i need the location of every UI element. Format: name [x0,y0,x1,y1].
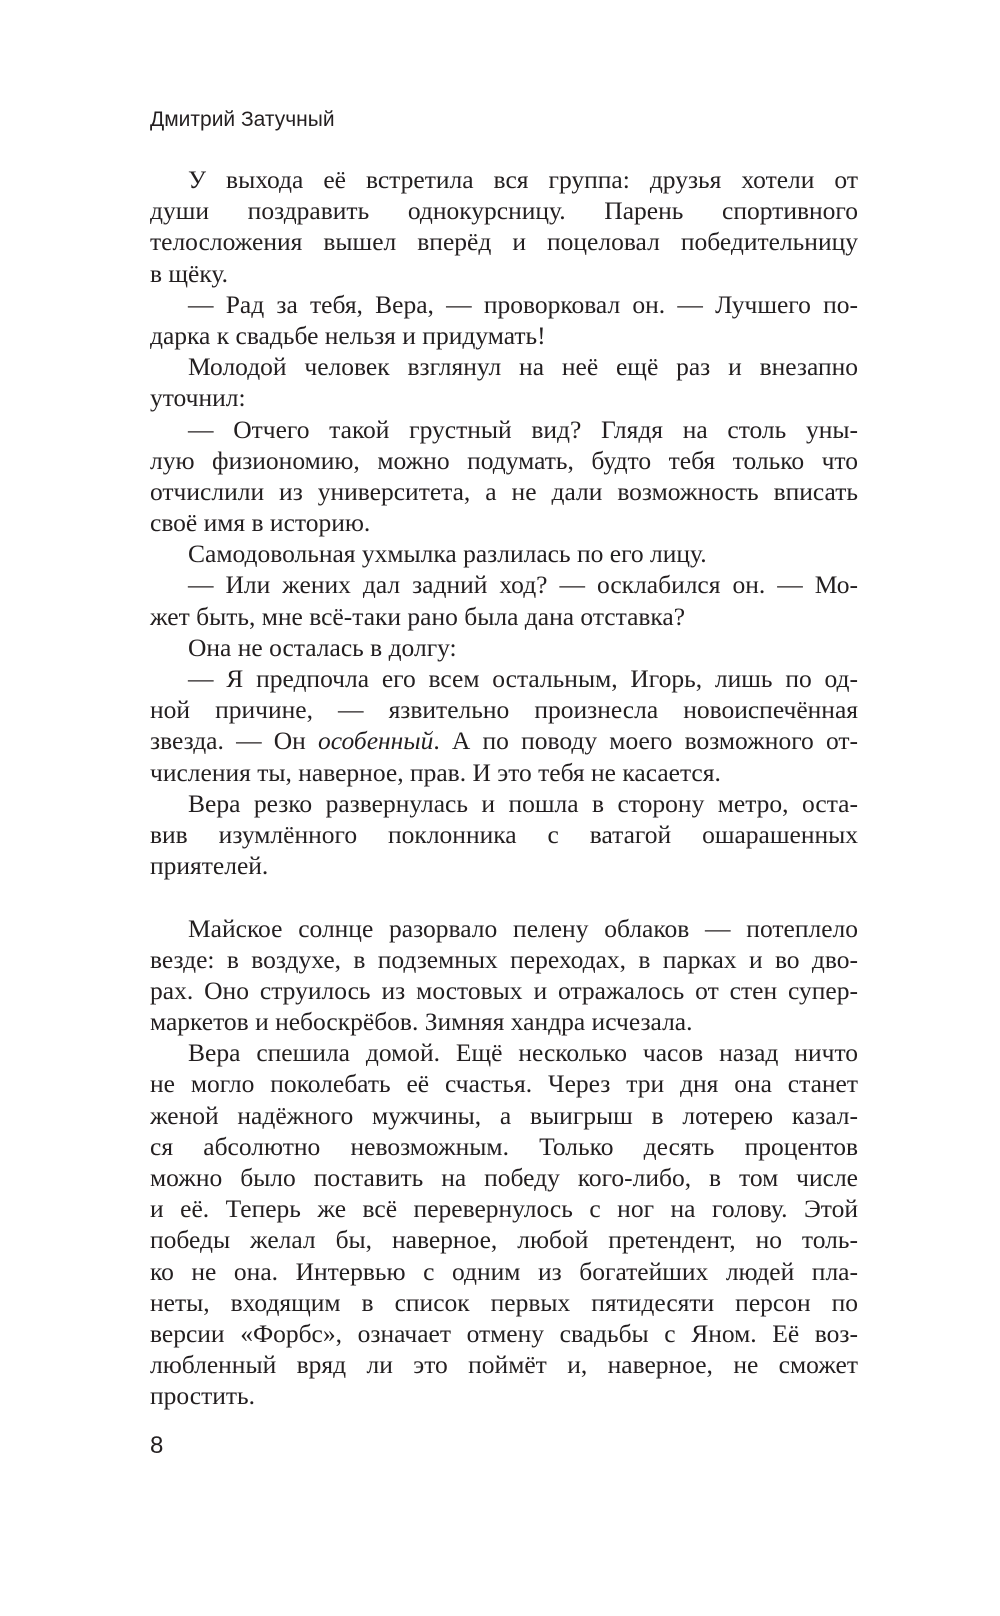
body-text [150,164,858,1412]
text-line: любленный вряд ли это поймёт и, наверное, не сможет [150,1350,858,1380]
text-line: не могло поколебать её счастья. Через три дня она станет [150,1069,858,1099]
text-line: — Отчего такой грустный вид? Глядя на столь уны- [188,414,858,444]
text-line: лую физиономию, можно подумать, будто тебя только что [150,445,858,475]
text-line: женой надёжного мужчины, а выигрыш в лотерею казал- [150,1100,858,1130]
text-line: можно было поставить на победу кого-либо, в том числе [150,1163,858,1192]
text-line: рах. Оно струилось из мостовых и отражалось от стен супер- [150,975,858,1005]
text-line: везде: в воздухе, в подземных переходах, в парках и во дво- [150,944,858,974]
italic-emphasis: особенный [318,726,434,756]
page-number: 8 [150,1432,164,1459]
text-line: Она не осталась в долгу: [188,632,457,662]
text-line: дарка к свадьбе нельзя и придумать! [150,320,546,350]
text-line: простить. [150,1381,256,1411]
text-line: вив изумлённого поклонника с ватагой ошарашенных [150,819,858,849]
text-line: Вера спешила домой. Ещё несколько часов назад ничто [188,1038,858,1068]
text-line: — Или жених дал задний ход? — осклабился он. — Мо- [188,570,858,600]
text-line: жет быть, мне всё-таки рано была дана отставка? [150,601,686,631]
text-line: — Рад за тебя, Вера, — проворковал он. — Лучшего по- [188,289,858,319]
text-line: версии «Форбс», означает отмену свадьбы с Яном. Её воз- [150,1318,858,1348]
text-line: ной причине, — язвительно произнесла новоиспечённая [150,695,858,725]
text-line: и её. Теперь же всё перевернулось с ног на голову. Этой [150,1194,858,1224]
text-line: — Я предпочла его всем остальным, Игорь, лишь по од- [188,664,858,693]
text-line: в щёку. [150,258,228,288]
text-line: отчислили из университета, а не дали возможность вписать [150,476,858,506]
text-line: победы желал бы, наверное, любой претендент, но толь- [150,1225,858,1255]
text-line: ся абсолютно невозможным. Только десять процентов [150,1131,858,1161]
text-line: У выхода её встретила вся группа: друзья хотели от [188,165,858,194]
text-line: неты, входящим в список первых пятидесяти персон по [150,1287,858,1317]
text-line: Майское солнце разорвало пелену облаков — потеплело [188,913,858,943]
text-line: ко не она. Интервью с одним из богатейших людей пла- [150,1256,858,1286]
text-line [150,725,858,756]
section-break [150,881,858,912]
text-segment: звезда. — Он [150,726,319,756]
text-line: своё имя в историю. [150,508,371,538]
text-line: приятелей. [150,851,269,881]
running-header-author: Дмитрий Затучный [150,108,335,131]
text-line: Вера резко развернулась и пошла в сторону метро, оста- [188,788,858,818]
text-segment: . А по поводу моего возможного от- [433,726,858,756]
text-line: числения ты, наверное, прав. И это тебя не касается. [150,757,721,787]
text-line: Молодой человек взглянул на неё ещё раз и внезапно [188,352,858,382]
text-line: Самодовольная ухмылка разлилась по его лицу. [188,539,707,569]
text-line: уточнил: [150,383,246,413]
text-line: маркетов и небоскрёбов. Зимняя хандра исчезала. [150,1007,693,1037]
text-line: телосложения вышел вперёд и поцеловал победительницу [150,227,858,257]
text-line: души поздравить однокурсницу. Парень спортивного [150,196,858,226]
